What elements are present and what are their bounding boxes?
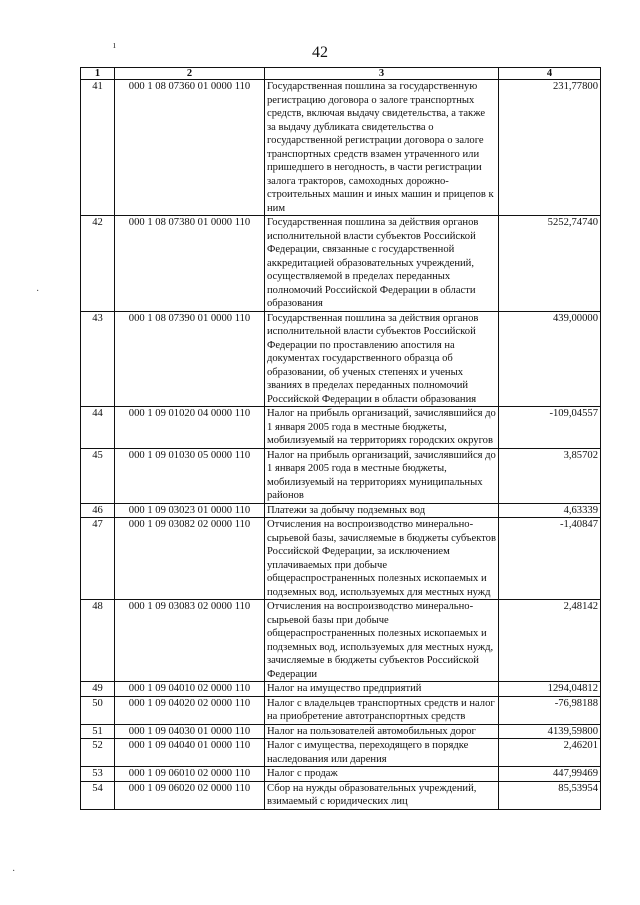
revenue-name: Налог на пользователей автомобильных дорог <box>265 724 499 739</box>
budget-code: 000 1 09 06020 02 0000 110 <box>115 781 265 809</box>
page-number: 42 <box>312 44 328 61</box>
row-number: 54 <box>81 781 115 809</box>
margin-mark: · <box>12 866 16 877</box>
row-number: 46 <box>81 503 115 518</box>
column-header: 1 <box>81 68 115 80</box>
table-row <box>81 448 601 503</box>
table-row <box>81 767 601 782</box>
revenue-name: Платежи за добычу подземных вод <box>265 503 499 518</box>
revenue-name: Государственная пошлина за государственную регистрацию договора о залоге транспортных средств, включая выдачу свидетельства, а также за выдачу дубликата свидетельства о государственной регистрации договора о залоге транспортных средств взамен утраченного или пришедшего в негодность, в части регистрации залога тракторов, самоходных дорожно-строительных машин и иных машин и прицепов к ним <box>265 80 499 216</box>
table-row <box>81 781 601 809</box>
row-number: 45 <box>81 448 115 503</box>
revenue-name: Налог на прибыль организаций, зачислявшийся до 1 января 2005 года в местные бюджеты, мобилизуемый на территориях муниципальных районов <box>265 448 499 503</box>
revenue-name: Налог с владельцев транспортных средств и налог на приобретение автотранспортных средств <box>265 696 499 724</box>
revenue-name: Налог на имущество предприятий <box>265 682 499 697</box>
amount-value: -76,98188 <box>499 696 601 724</box>
budget-code: 000 1 09 03083 02 0000 110 <box>115 600 265 682</box>
revenue-name: Отчисления на воспроизводство минерально-сырьевой базы при добыче общераспространенных полезных ископаемых и подземных вод, используемых для местных нужд, зачисляемые в бюджеты субъектов Российской Федерации <box>265 600 499 682</box>
column-header: 3 <box>265 68 499 80</box>
row-number: 50 <box>81 696 115 724</box>
revenue-name: Отчисления на воспроизводство минерально-сырьевой базы, зачисляемые в бюджеты субъектов Российской Федерации, за исключением уплачиваемых при добыче общераспространенных полезных ископаемых и подземных вод, используемых для местных нужд <box>265 518 499 600</box>
amount-value: 3,85702 <box>499 448 601 503</box>
row-number: 44 <box>81 407 115 449</box>
budget-code: 000 1 08 07360 01 0000 110 <box>115 80 265 216</box>
budget-code: 000 1 09 04010 02 0000 110 <box>115 682 265 697</box>
budget-code: 000 1 09 06010 02 0000 110 <box>115 767 265 782</box>
budget-code: 000 1 09 04030 01 0000 110 <box>115 724 265 739</box>
budget-code: 000 1 08 07390 01 0000 110 <box>115 311 265 407</box>
amount-value: -109,04557 <box>499 407 601 449</box>
amount-value: 2,46201 <box>499 739 601 767</box>
table-row <box>81 739 601 767</box>
budget-code: 000 1 09 03082 02 0000 110 <box>115 518 265 600</box>
table-row <box>81 696 601 724</box>
budget-code: 000 1 09 01020 04 0000 110 <box>115 407 265 449</box>
table-row <box>81 216 601 312</box>
row-number: 51 <box>81 724 115 739</box>
row-number: 52 <box>81 739 115 767</box>
amount-value: 5252,74740 <box>499 216 601 312</box>
amount-value: -1,40847 <box>499 518 601 600</box>
revenue-name: Государственная пошлина за действия органов исполнительной власти субъектов Российской Федерации по проставлению апостиля на документах государственного образца об образовании, об ученых степенях и ученых званиях в пределах переданных полномочий Российской Федерации в области образования <box>265 311 499 407</box>
margin-mark: ı <box>113 40 116 51</box>
table-row <box>81 724 601 739</box>
amount-value: 4,63339 <box>499 503 601 518</box>
row-number: 47 <box>81 518 115 600</box>
row-number: 42 <box>81 216 115 312</box>
table-row <box>81 682 601 697</box>
table-row <box>81 80 601 216</box>
row-number: 43 <box>81 311 115 407</box>
column-header: 2 <box>115 68 265 80</box>
amount-value: 1294,04812 <box>499 682 601 697</box>
amount-value: 85,53954 <box>499 781 601 809</box>
budget-code: 000 1 09 03023 01 0000 110 <box>115 503 265 518</box>
amount-value: 231,77800 <box>499 80 601 216</box>
row-number: 49 <box>81 682 115 697</box>
revenue-name: Налог на прибыль организаций, зачислявшийся до 1 января 2005 года в местные бюджеты, мобилизуемый на территориях городских округов <box>265 407 499 449</box>
amount-value: 2,48142 <box>499 600 601 682</box>
revenue-name: Сбор на нужды образовательных учреждений, взимаемый с юридических лиц <box>265 781 499 809</box>
revenue-name: Государственная пошлина за действия органов исполнительной власти субъектов Российской Федерации, связанные с государственной аккредитацией образовательных учреждений, осуществляемой в пределах переданных полномочий Российской Федерации в области образования <box>265 216 499 312</box>
row-number: 53 <box>81 767 115 782</box>
revenue-name: Налог с продаж <box>265 767 499 782</box>
amount-value: 4139,59800 <box>499 724 601 739</box>
column-header: 4 <box>499 68 601 80</box>
revenue-table <box>80 67 601 810</box>
row-number: 41 <box>81 80 115 216</box>
table-row <box>81 503 601 518</box>
table-row <box>81 600 601 682</box>
row-number: 48 <box>81 600 115 682</box>
table-row <box>81 311 601 407</box>
table-row <box>81 518 601 600</box>
budget-code: 000 1 09 04020 02 0000 110 <box>115 696 265 724</box>
table-header-row <box>81 68 601 80</box>
revenue-name: Налог с имущества, переходящего в порядке наследования или дарения <box>265 739 499 767</box>
budget-code: 000 1 09 01030 05 0000 110 <box>115 448 265 503</box>
amount-value: 439,00000 <box>499 311 601 407</box>
budget-code: 000 1 08 07380 01 0000 110 <box>115 216 265 312</box>
margin-mark: · <box>36 286 40 297</box>
budget-code: 000 1 09 04040 01 0000 110 <box>115 739 265 767</box>
amount-value: 447,99469 <box>499 767 601 782</box>
table-row <box>81 407 601 449</box>
